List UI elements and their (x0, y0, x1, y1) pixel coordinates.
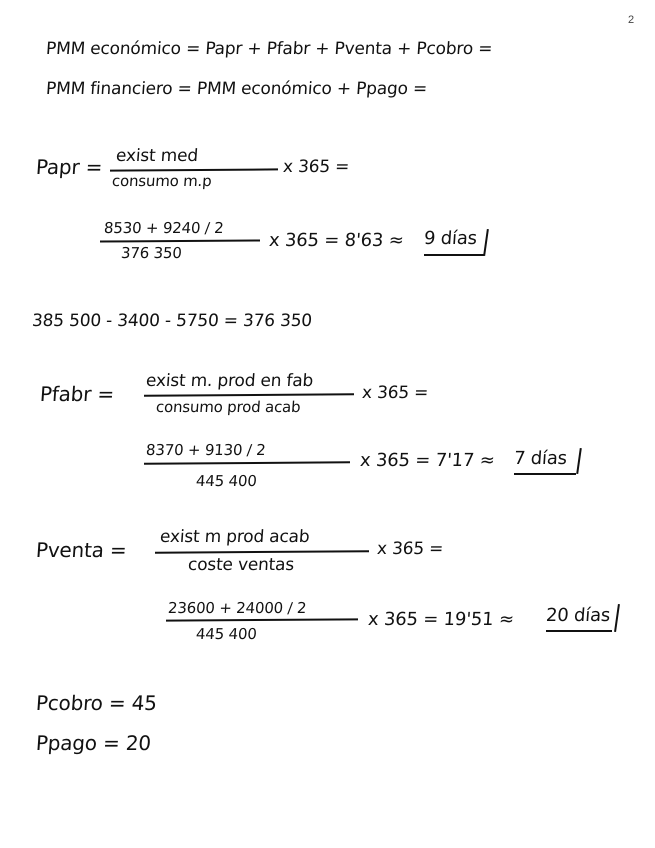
pfabr-result: 7 días (513, 448, 568, 469)
pmm-economico-formula: PMM económico = Papr + Pfabr + Pventa + Pcobro = (45, 39, 493, 59)
pventa-result-mark (614, 604, 620, 632)
papr-result-underline (424, 254, 484, 256)
papr-label: Papr = (35, 155, 104, 179)
pventa-calc-numerator: 23600 + 24000 / 2 (167, 599, 307, 617)
pmm-financiero-formula: PMM financiero = PMM económico + Ppago = (45, 79, 428, 99)
pfabr-label: Pfabr = (39, 382, 115, 406)
pventa-calc-denominator: 445 400 (195, 625, 258, 643)
pfabr-result-mark (576, 448, 581, 474)
pventa-fraction-line (155, 550, 369, 553)
pventa-tail: x 365 = (376, 539, 444, 559)
pfabr-calc-fraction-line (144, 461, 350, 464)
papr-calc-denominator: 376 350 (120, 244, 183, 262)
pfabr-denominator: consumo prod acab (155, 398, 302, 416)
pventa-numerator: exist m prod acab (159, 527, 311, 547)
papr-denominator: consumo m.p (111, 172, 213, 190)
papr-tail: x 365 = (282, 157, 350, 177)
pventa-result: 20 días (545, 605, 611, 626)
papr-calc-tail: x 365 = 8'63 ≈ (268, 230, 405, 251)
ppago-value: Ppago = 20 (35, 731, 152, 755)
pcobro-value: Pcobro = 45 (35, 691, 158, 715)
pfabr-calc-denominator: 445 400 (195, 472, 258, 490)
pventa-calc-fraction-line (166, 618, 358, 621)
pfabr-calc-tail: x 365 = 7'17 ≈ (359, 450, 496, 471)
papr-result: 9 días (423, 228, 478, 249)
pventa-result-underline (546, 630, 612, 632)
pventa-label: Pventa = (35, 538, 128, 562)
papr-fraction-line (110, 168, 278, 171)
pfabr-fraction-line (144, 393, 354, 396)
pfabr-tail: x 365 = (361, 383, 429, 403)
pventa-calc-tail: x 365 = 19'51 ≈ (367, 609, 515, 630)
papr-result-mark (483, 229, 489, 256)
pfabr-numerator: exist m. prod en fab (145, 371, 314, 391)
papr-calc-numerator: 8530 + 9240 / 2 (103, 219, 225, 237)
pventa-denominator: coste ventas (187, 555, 295, 575)
consumo-calculation: 385 500 - 3400 - 5750 = 376 350 (31, 311, 313, 331)
papr-calc-fraction-line (100, 239, 260, 242)
papr-numerator: exist med (115, 146, 199, 166)
pfabr-result-underline (514, 473, 576, 475)
pfabr-calc-numerator: 8370 + 9130 / 2 (145, 441, 267, 459)
page-number: 2 (628, 14, 635, 26)
